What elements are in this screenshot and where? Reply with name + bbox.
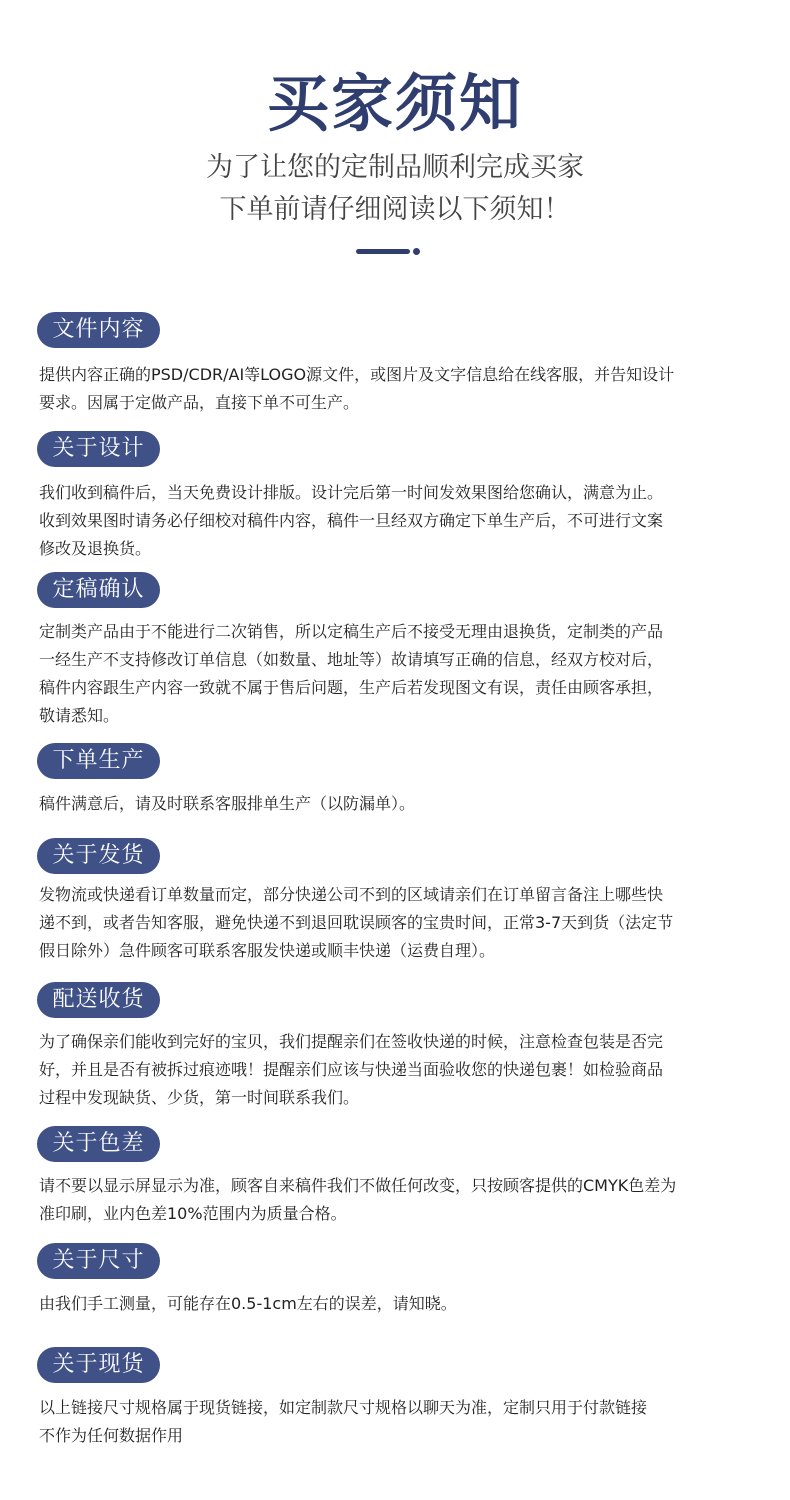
section-tag-design: 关于设计: [37, 431, 160, 467]
page-title: 买家须知: [266, 67, 523, 140]
section-tag-shipping: 关于发货: [37, 838, 160, 874]
section-tag-size: 关于尺寸: [37, 1243, 160, 1279]
section-body-size: 由我们手工测量，可能存在0.5-1cm左右的误差，请知晓。: [39, 1294, 457, 1313]
subtitle-line-2: 下单前请仔细阅读以下须知！: [219, 194, 571, 225]
header-divider: [356, 249, 410, 254]
section-body-shipping: 发物流或快递看订单数量而定，部分快递公司不到的区域请亲们在订单留言备注上哪些快 递不到，或者告知客服，避免快递不到退回耽误顾客的宝贵时间，正常3-7天到货（法定节 假日除外）急件顾客可联系客服发快递或顺丰快递（运费自理）。: [39, 885, 674, 960]
section-body-file-content: 提供内容正确的PSD/CDR/AI等LOGO源文件，或图片及文字信息给在线客服，并告知设计 要求。因属于定做产品，直接下单不可生产。: [39, 365, 675, 412]
section-body-in-stock: 以上链接尺寸规格属于现货链接，如定制款尺寸规格以聊天为准，定制只用于付款链接 不作为任何数据作用: [39, 1398, 648, 1445]
section-body-design: 我们收到稿件后，当天免费设计排版。设计完后第一时间发效果图给您确认，满意为止。 收到效果图时请务必仔细校对稿件内容，稿件一旦经双方确定下单生产后，不可进行文案 修改及退换货。: [39, 483, 664, 558]
section-tag-delivery: 配送收货: [37, 982, 160, 1018]
section-tag-file-content: 文件内容: [37, 312, 160, 348]
section-tag-in-stock: 关于现货: [37, 1347, 160, 1383]
section-body-production: 稿件满意后，请及时联系客服排单生产（以防漏单）。: [39, 794, 416, 813]
section-tag-production: 下单生产: [37, 743, 160, 779]
section-body-final-confirm: 定制类产品由于不能进行二次销售，所以定稿生产后不接受无理由退换货，定制类的产品 一经生产不支持修改订单信息（如数量、地址等）故请填写正确的信息，经双方校对后， 稿件内容跟生产内容一致就不属于售后问题，生产后若发现图文有误，责任由顾客承担， 敬请悉知。: [39, 622, 664, 725]
section-body-color-difference: 请不要以显示屏显示为准，顾客自来稿件我们不做任何改变，只按顾客提供的CMYK色差为 准印刷，业内色差10%范围内为质量合格。: [39, 1176, 677, 1223]
section-tag-color-difference: 关于色差: [37, 1126, 160, 1162]
section-body-delivery: 为了确保亲们能收到完好的宝贝，我们提醒亲们在签收快递的时候，注意检查包装是否完 好，并且是否有被拆过痕迹哦！提醒亲们应该与快递当面验收您的快递包裹！如检验商品 过程中发现缺货、少货，第一时间联系我们。: [39, 1032, 664, 1107]
section-tag-final-confirm: 定稿确认: [37, 572, 160, 608]
subtitle-line-1: 为了让您的定制品顺利完成买家: [206, 152, 584, 183]
header-divider-dot: [413, 248, 420, 255]
